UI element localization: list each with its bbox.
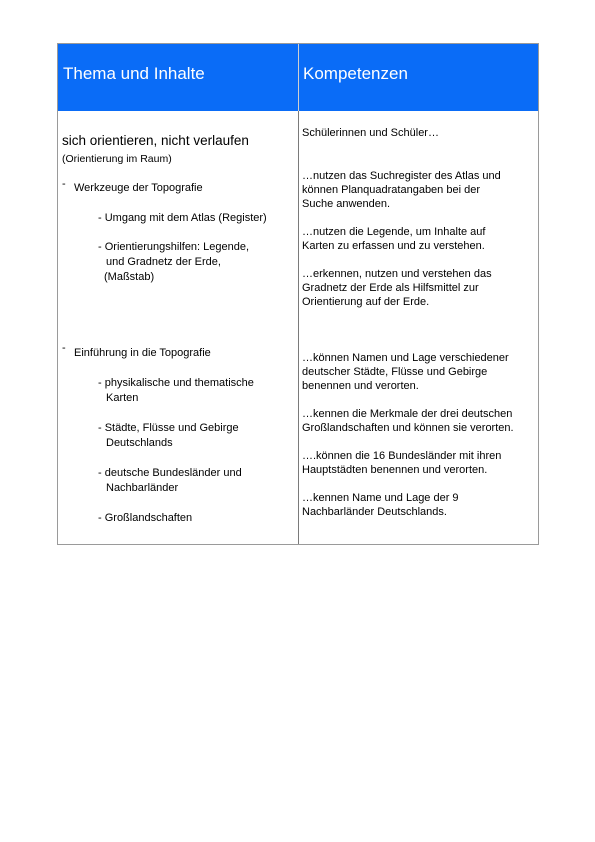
competency-line: Hauptstädten benennen und verorten. [302, 464, 488, 476]
competency-line: …nutzen das Suchregister des Atlas und [302, 170, 501, 182]
list-item: - Orientierungshilfen: Legende, [98, 241, 250, 253]
section-heading-tools: Werkzeuge der Topografie [74, 182, 203, 194]
competency-line: …nutzen die Legende, um Inhalte auf [302, 226, 486, 238]
list-item: und Gradnetz der Erde, [106, 256, 221, 268]
competency-line: …kennen Name und Lage der 9 [302, 492, 459, 504]
competency-line: deutscher Städte, Flüsse und Gebirge [302, 366, 488, 378]
curriculum-table [57, 43, 539, 545]
list-item: - Städte, Flüsse und Gebirge [98, 422, 239, 434]
header-divider [298, 44, 299, 111]
list-item: (Maßstab) [104, 271, 155, 283]
competency-line: …können Namen und Lage verschiedener [302, 352, 509, 364]
competency-line: Nachbarländer Deutschlands. [302, 506, 447, 518]
competency-line: Großlandschaften und können sie verorten. [302, 422, 514, 434]
topic-subtitle: (Orientierung im Raum) [62, 153, 172, 165]
competency-line: …kennen die Merkmale der drei deutschen [302, 408, 513, 420]
column-divider [298, 111, 299, 544]
bullet-dash: - [62, 178, 66, 190]
bullet-dash: - [62, 342, 66, 354]
competency-line: benennen und verorten. [302, 380, 419, 392]
competency-line: Gradnetz der Erde als Hilfsmittel zur [302, 282, 479, 294]
competency-line: Orientierung auf der Erde. [302, 296, 430, 308]
table-header [58, 44, 538, 111]
header-topics: Thema und Inhalte [63, 64, 205, 83]
competency-line: Karten zu erfassen und zu verstehen. [302, 240, 485, 252]
list-item: Karten [106, 392, 139, 404]
list-item: - Großlandschaften [98, 512, 193, 524]
list-item: - physikalische und thematische [98, 377, 254, 389]
list-item: - deutsche Bundesländer und [98, 467, 242, 479]
list-item: Deutschlands [106, 437, 173, 449]
list-item: Nachbarländer [106, 482, 179, 494]
section-heading-intro: Einführung in die Topografie [74, 347, 211, 359]
competency-line: Suche anwenden. [302, 198, 391, 210]
competency-line: …erkennen, nutzen und verstehen das [302, 268, 492, 280]
header-competencies: Kompetenzen [303, 64, 408, 83]
competency-line: ….können die 16 Bundesländer mit ihren [302, 450, 502, 462]
topic-title: sich orientieren, nicht verlaufen [62, 133, 249, 148]
competency-intro: Schülerinnen und Schüler… [302, 127, 439, 139]
list-item: - Umgang mit dem Atlas (Register) [98, 212, 267, 224]
competency-line: können Planquadratangaben bei der [302, 184, 480, 196]
